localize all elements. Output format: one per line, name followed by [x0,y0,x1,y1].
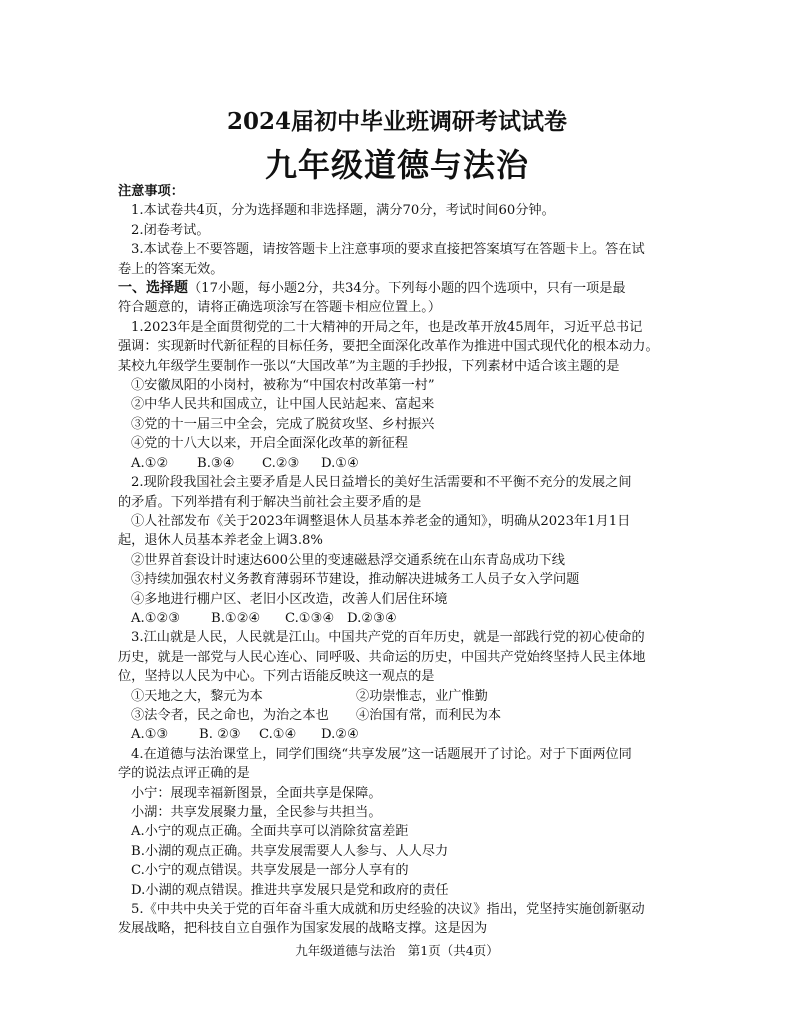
section-desc: （17小题，每小题2分，共34分。下列每小题的四个选项中，只有一项是最 [188,281,626,297]
section-heading [118,279,684,298]
q4-option-d: D.小湖的观点错误。推进共享发展只是党和政府的责任 [131,882,449,898]
q2-item: ①人社部发布《关于2023年调整退休人员基本养老金的通知》，明确从2023年1月1日 [131,513,631,529]
q2-item: 起，退休人员基本养老金上调3.8% [118,533,323,549]
q1-item: ②中华人民共和国成立，让中国人民站起来、富起来 [131,397,435,413]
notice-item: 2.闭卷考试。 [131,222,210,238]
q1-stem-line: 某校九年级学生要制作一张以“大国改革”为主题的手抄报，下列素材中适合该主题的是 [118,358,620,374]
notice-item: 1.本试卷共4页，分为选择题和非选择题，满分70分，考试时间60分钟。 [131,203,555,219]
q1-item: ③党的十一届三中全会，完成了脱贫攻坚、乡村振兴 [131,416,435,432]
q3-stem-line: 位，坚持以人民为中心。下列古语能反映这一观点的是 [118,669,435,685]
q4-stem-line: 学的说法点评正确的是 [118,766,250,782]
q2-options [118,609,684,628]
q1-stem-line: 1.2023年是全面贯彻党的二十大精神的开局之年，也是改革开放45周年，习近平总书记 [131,319,643,335]
q3-items-row [118,706,684,725]
q4-stem-line: 4.在道德与法治课堂上，同学们围绕“共享发展”这一话题展开了讨论。对于下面两位同 [131,746,632,762]
q1-item: ①安徽凤阳的小岗村，被称为“中国农村改革第一村” [131,378,435,394]
q2-item: ②世界首套设计时速达600公里的变速磁悬浮交通系统在山东青岛成功下线 [131,552,565,568]
q4-speaker: 小宁：展现幸福新图景，全面共享是保障。 [131,785,382,801]
q3-option-b: B. ②③ [199,727,241,743]
q1-stem-line: 强调：实现新时代新征程的目标任务，要把全面深化改革作为推进中国式现代化的根本动力。 [118,339,659,355]
q5-stem-line: 5.《中共中央关于党的百年奋斗重大成就和历史经验的决议》指出，党坚持实施创新驱动 [131,902,645,918]
subject-title: 九年级道德与法治 [264,146,529,184]
q3-item: ②功崇惟志，业广惟勤 [356,688,488,704]
q3-option-d: D.②④ [321,727,359,743]
q2-item: ④多地进行棚户区、老旧小区改造，改善人们居住环境 [131,591,448,607]
section-desc-line: 符合题意的，请将正确选项涂写在答题卡相应位置上。） [118,300,442,316]
q1-item: ④党的十八大以来，开启全面深化改革的新征程 [131,436,408,452]
notice-item: 3.本试卷上不要答题，请按答题卡上注意事项的要求直接把答案填写在答题卡上。答在试 [131,242,645,258]
q3-item: ③法令者，民之命也，为治之本也 [131,707,329,723]
section-label: 一、选择题 [118,280,188,297]
q2-option-c: C.①③④ [285,610,335,626]
q3-items-row [118,687,684,706]
q4-option-a: A.小宁的观点正确。全面共享可以消除贫富差距 [131,824,409,840]
page-footer: 九年级道德与法治 第1页（共4页） [295,943,499,958]
q2-stem-line: 的矛盾。下列举措有利于解决当前社会主要矛盾的是 [118,494,422,510]
q2-option-d: D.②③④ [347,610,397,626]
q1-option-b: B.③④ [197,455,235,471]
q4-speaker: 小湖：共享发展聚力量，全民参与共担当。 [131,805,382,820]
q4-option-b: B.小湖的观点正确。共享发展需要人人参与、人人尽力 [131,843,449,859]
q2-option-b: B.①②④ [211,610,261,626]
q1-option-c: C.②③ [262,455,300,471]
q3-stem-line: 3.江山就是人民，人民就是江山。中国共产党的百年历史，就是一部践行党的初心使命的 [131,630,645,646]
q3-option-c: C.①④ [259,727,297,743]
q2-stem-line: 2.现阶段我国社会主要矛盾是人民日益增长的美好生活需要和不平衡不充分的发展之间 [131,475,632,491]
exam-title: 2024届初中毕业班调研考试试卷 [226,108,567,135]
q3-option-a: A.①③ [131,727,169,743]
notice-item: 卷上的答案无效。 [118,261,224,277]
q1-options [118,454,684,473]
q2-item: ③持续加强农村义务教育薄弱环节建设，推动解决进城务工人员子女入学问题 [131,572,580,588]
q4-option-c: C.小宁的观点错误。共享发展是一部分人享有的 [131,863,409,879]
q3-stem-line: 历史，就是一部党与人民心连心、同呼吸、共命运的历史，中国共产党始终坚持人民主体地 [118,649,646,665]
q1-option-d: D.①④ [321,455,359,471]
notice-heading: 注意事项： [118,184,184,199]
q5-stem-line: 发展战略，把科技自立自强作为国家发展的战略支撑。这是因为 [118,921,488,937]
q1-option-a: A.①② [131,455,169,471]
exam-body [118,182,684,939]
q3-item: ①天地之大，黎元为本 [131,688,263,704]
q3-item: ④治国有常，而利民为本 [356,707,502,723]
q2-option-a: A.①②③ [131,610,181,626]
q3-options [118,725,684,744]
